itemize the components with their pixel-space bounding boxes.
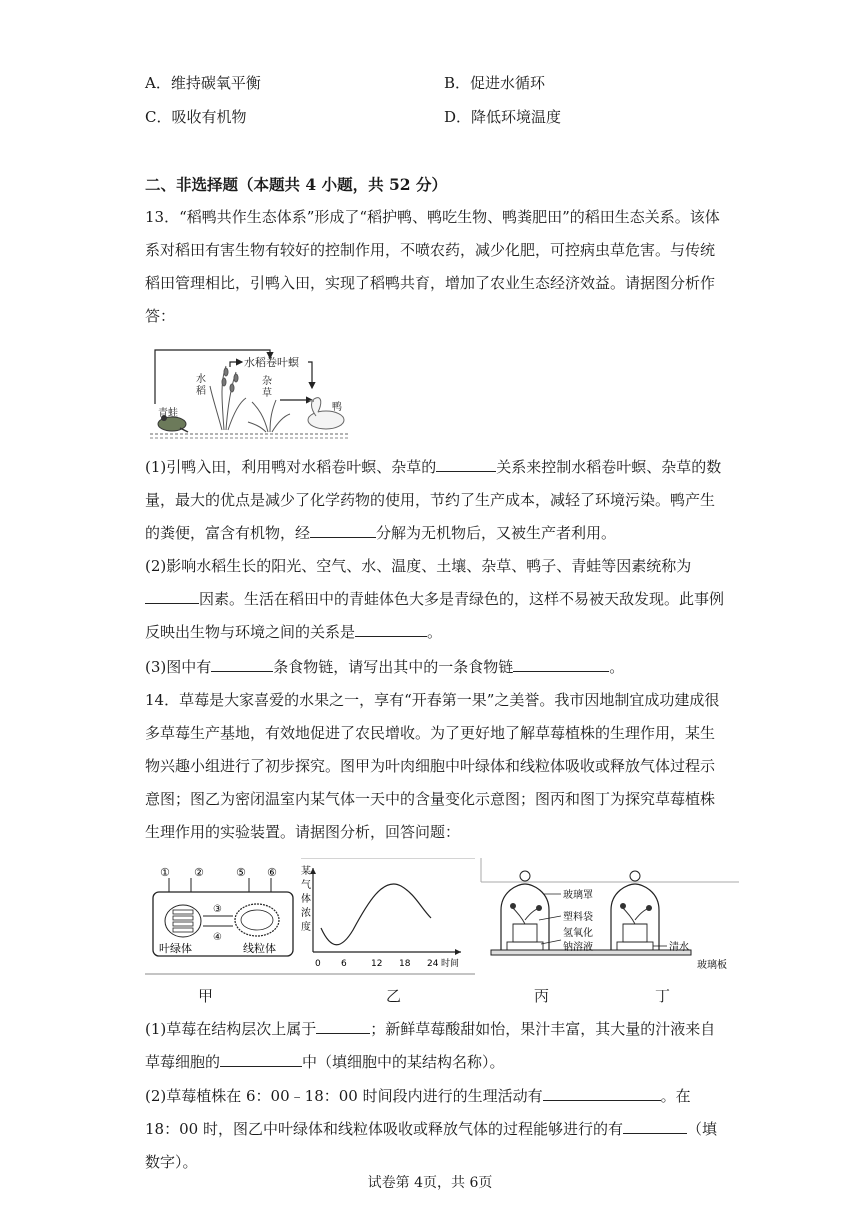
- option-a: A．维持碳氧平衡: [145, 74, 261, 92]
- q14-part1: (1)草莓在结构层次上属于 ；新鲜草莓酸甜如怡，果汁丰富，其大量的汁液来自草莓细胞的 中（填细胞中的某结构名称）。: [145, 1013, 725, 1079]
- answer-blank[interactable]: [316, 1017, 370, 1034]
- q14-part2: (2)草莓植株在 6：00﹣18：00 时间段内进行的生理活动有 。在 18：00 时，图乙中叶绿体和线粒体吸收或释放气体的过程能够进行的有 （填数字）。: [145, 1080, 725, 1179]
- svg-text:0: 0: [315, 959, 321, 969]
- svg-text:某: 某: [301, 866, 311, 877]
- label-rice-pest: 水稻卷叶螟: [244, 356, 299, 369]
- label-glass-cover: 玻璃罩: [563, 890, 593, 901]
- weed-plant-icon: [248, 400, 290, 432]
- answer-blank[interactable]: [543, 1084, 661, 1101]
- answer-blank[interactable]: [145, 587, 199, 604]
- concentration-curve: [321, 884, 431, 945]
- figure-yi-chart: [301, 858, 475, 969]
- q14-figures: [145, 858, 745, 980]
- svg-text:12: 12: [371, 959, 383, 969]
- q13-part3: (3)图中有 条食物链，请写出其中的一条食物链 。: [145, 651, 725, 684]
- label-weed-1: 杂: [262, 376, 272, 387]
- label-chloroplast: 叶绿体: [159, 942, 192, 955]
- svg-text:②: ②: [194, 866, 204, 879]
- figure-label-yi: 乙: [386, 987, 402, 1005]
- label-naoh-1: 氢氧化: [563, 928, 593, 939]
- section-title: 二、非选择题（本题共 4 小题，共 52 分）: [145, 175, 447, 194]
- label-water: 清水: [669, 942, 689, 953]
- svg-text:24: 24: [427, 959, 439, 969]
- svg-text:度: 度: [301, 922, 311, 933]
- figure-label-ding: 丁: [655, 987, 671, 1005]
- q14-intro: 14．草莓是大家喜爱的水果之一，享有“开春第一果”之美誉。我市因地制宜成功建成很多草莓生产基地，有效地促进了农民增收。为了更好地了解草莓植株的生理作用，某生物兴趣小组进行了初步探究。图甲为叶肉细胞中叶绿体和线粒体吸收或释放气体过程示意图；图乙为密闭温室内某气体一天中的含量变化示意图；图丙和图丁为探究草莓植株生理作用的实验装置。请据图分析，回答问题：: [145, 691, 720, 841]
- label-rice-1: 水: [196, 374, 206, 385]
- figure-label-bing: 丙: [534, 987, 550, 1005]
- answer-blank[interactable]: [436, 455, 496, 472]
- svg-text:18: 18: [399, 959, 411, 969]
- svg-text:⑥: ⑥: [267, 866, 277, 879]
- answer-blank[interactable]: [355, 620, 427, 637]
- answer-blank[interactable]: [220, 1050, 302, 1067]
- figure-bing-ding-apparatus: [481, 858, 739, 971]
- svg-text:气: 气: [301, 880, 311, 891]
- svg-text:①: ①: [160, 866, 170, 879]
- svg-text:时间: 时间: [441, 959, 460, 969]
- label-frog: 青蛙: [158, 408, 178, 419]
- svg-text:③: ③: [213, 904, 222, 915]
- q13-intro: 13．“稻鸭共作生态体系”形成了“稻护鸭、鸭吃生物、鸭粪肥田”的稻田生态关系。该体系对稻田有害生物有较好的控制作用，不喷农药，减少化肥，可控病虫草危害。与传统稻田管理相比，引鸭入田，实现了稻鸭共育，增加了农业生态经济效益。请据图分析作答：: [145, 208, 720, 325]
- svg-text:④: ④: [213, 932, 222, 943]
- q13-part2: (2)影响水稻生长的阳光、空气、水、温度、土壤、杂草、鸭子、青蛙等因素统称为因素。生活在稻田中的青蛙体色大多是青绿色的，这样不易被天敌发现。此事例反映出生物与环境之间的关系是 。: [145, 557, 725, 641]
- arrow-rice-to-pest: [230, 362, 242, 367]
- answer-blank[interactable]: [211, 655, 273, 672]
- q13-part1: (1)引鸭入田，利用鸭对水稻卷叶螟、杂草的 关系来控制水稻卷叶螟、杂草的数量，最大的优点是减少了化学药物的使用，节约了生产成本，减轻了环境污染。鸭产生的粪便，富含有机物，经 分解为无机物后，又被生产者利用。: [145, 451, 725, 550]
- label-naoh-2: 钠溶液: [563, 942, 593, 953]
- label-weed-2: 草: [262, 388, 272, 399]
- svg-text:浓: 浓: [301, 908, 311, 919]
- page-footer: 试卷第 4页，共 6页: [367, 1175, 493, 1191]
- label-mitochondria: 线粒体: [243, 942, 276, 955]
- label-rice-2: 稻: [196, 386, 206, 397]
- figure-jia-cell: [153, 866, 293, 956]
- label-plastic-bag: 塑料袋: [563, 912, 593, 923]
- rice-duck-food-web-figure: [150, 342, 360, 442]
- arrow-pest-to-duck: [308, 362, 312, 388]
- rice-plant-icon: [210, 366, 246, 430]
- svg-text:体: 体: [301, 894, 311, 905]
- label-glass-plate: 玻璃板: [697, 960, 727, 971]
- label-duck: 鸭: [332, 402, 342, 413]
- answer-blank[interactable]: [310, 521, 376, 538]
- answer-blank[interactable]: [623, 1117, 687, 1134]
- svg-text:6: 6: [341, 959, 347, 969]
- option-b: B．促进水循环: [444, 74, 546, 92]
- option-c: C．吸收有机物: [145, 108, 247, 126]
- option-d: D．降低环境温度: [444, 108, 562, 126]
- answer-blank[interactable]: [513, 655, 609, 672]
- figure-label-jia: 甲: [198, 987, 214, 1005]
- svg-text:⑤: ⑤: [236, 866, 246, 879]
